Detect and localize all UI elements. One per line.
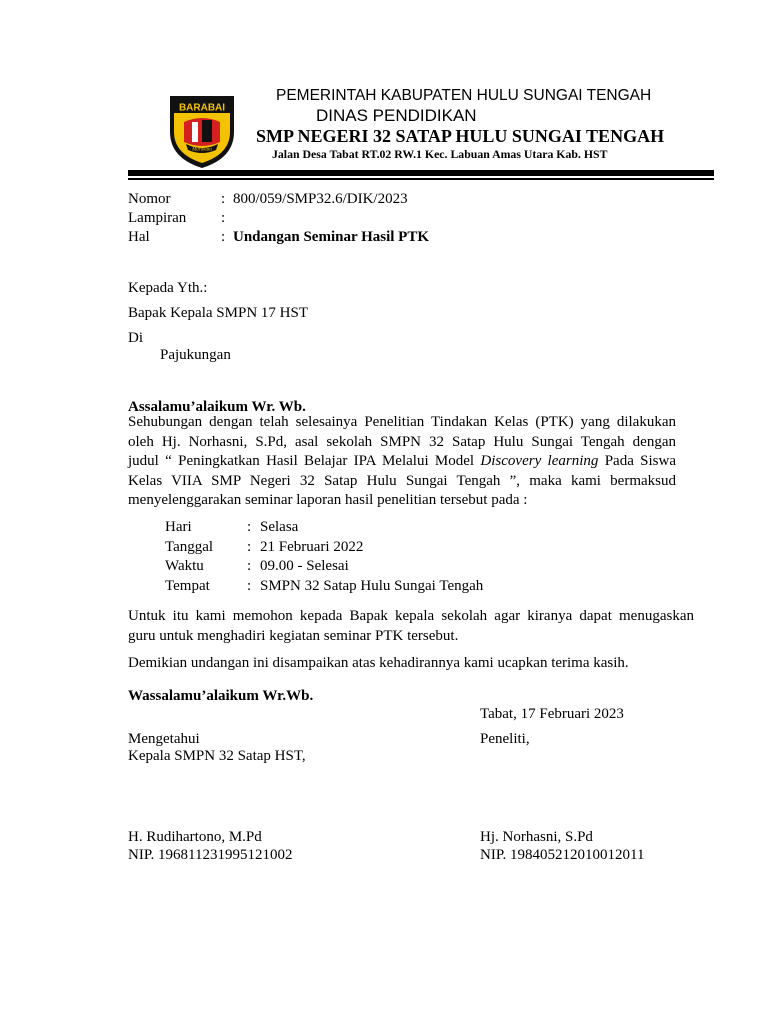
body-p2-line2: guru untuk menghadiri kegiatan seminar PTK tersebut. <box>128 627 459 644</box>
schedule-tanggal-value: 21 Februari 2022 <box>260 539 364 555</box>
schedule-tempat-label: Tempat <box>165 578 210 594</box>
schedule-waktu-label: Waktu <box>165 558 204 574</box>
schedule-hari-value: Selasa <box>260 519 299 535</box>
lampiran-colon: : <box>221 210 226 226</box>
nomor-colon: : <box>221 191 226 207</box>
right-signatory-nip: NIP. 198405212010012011 <box>480 847 645 863</box>
nomor-value: 800/059/SMP32.6/DIK/2023 <box>233 191 408 207</box>
hal-value: Undangan Seminar Hasil PTK <box>233 229 430 245</box>
schedule-hari-colon: : <box>247 519 252 535</box>
body-p1-line3 <box>128 452 676 472</box>
body-paragraph-1 <box>128 413 676 511</box>
letterhead-line4: Jalan Desa Tabat RT.02 RW.1 Kec. Labuan Amas Utara Kab. HST <box>272 147 608 161</box>
schedule-waktu-value: 09.00 - Selesai <box>260 558 349 574</box>
right-signatory-line1: Peneliti, <box>480 731 530 747</box>
body-paragraph-3: Demikian undangan ini disampaikan atas kehadirannya kami ucapkan terima kasih. <box>128 655 629 671</box>
recipient-di: Di <box>128 330 143 346</box>
nomor-label: Nomor <box>128 191 171 207</box>
letter-date: Tabat, 17 Februari 2023 <box>480 706 624 722</box>
body-p1-line3-a: judul “ Peningkatkan Hasil Belajar IPA Melalui Model <box>128 453 481 469</box>
crest-icon <box>162 92 242 172</box>
left-signatory-name: H. Rudihartono, M.Pd <box>128 829 262 845</box>
body-p1-line2: oleh Hj. Norhasni, S.Pd, asal sekolah SMPN 32 Satap Hulu Sungai Tengah dengan <box>128 433 676 450</box>
schedule-tempat-colon: : <box>247 578 252 594</box>
regency-crest-logo <box>162 92 242 172</box>
body-p1-line1: Sehubungan dengan telah selesainya Penelitian Tindakan Kelas (PTK) yang dilakukan <box>128 414 676 430</box>
recipient-greeting: Kepada Yth.: <box>128 280 208 296</box>
schedule-tanggal-label: Tanggal <box>165 539 214 555</box>
schedule-hari-label: Hari <box>165 519 192 535</box>
left-signatory-line1: Mengetahui <box>128 731 200 747</box>
recipient-name: Bapak Kepala SMPN 17 HST <box>128 305 308 321</box>
schedule-tempat-value: SMPN 32 Satap Hulu Sungai Tengah <box>260 578 484 594</box>
letterhead-rule-thin <box>128 178 714 180</box>
opening-salutation: Assalamu’alaikum Wr. Wb. <box>128 399 306 415</box>
letterhead-line3: SMP NEGERI 32 SATAP HULU SUNGAI TENGAH <box>256 126 665 146</box>
letterhead-line2: DINAS PENDIDIKAN <box>316 106 477 125</box>
schedule-tanggal-colon: : <box>247 539 252 555</box>
crest-text: BARABAI <box>178 102 226 114</box>
body-p2-line1: Untuk itu kami memohon kepada Bapak kepala sekolah agar kiranya dapat menugaskan <box>128 608 694 624</box>
body-p1-line3-b: Pada Siswa <box>598 453 676 469</box>
crest-motto: Murakata <box>192 147 212 153</box>
body-p1-line3-italic: Discovery learning <box>480 453 599 469</box>
closing-salutation: Wassalamu’alaikum Wr.Wb. <box>128 688 314 704</box>
schedule-waktu-colon: : <box>247 558 252 574</box>
left-signatory-line2: Kepala SMPN 32 Satap HST, <box>128 748 306 764</box>
lampiran-label: Lampiran <box>128 210 187 226</box>
body-p1-line5: menyelenggarakan seminar laporan hasil penelitian tersebut pada : <box>128 492 528 508</box>
hal-label: Hal <box>128 229 150 245</box>
recipient-place: Pajukungan <box>160 347 231 363</box>
letterhead-rule-thick <box>128 170 714 176</box>
left-signatory-nip: NIP. 196811231995121002 <box>128 847 293 863</box>
body-p1-line4: Kelas VIIA SMP Negeri 32 Satap Hulu Sungai Tengah ”, maka kami bermaksud <box>128 472 676 489</box>
hal-colon: : <box>221 229 226 245</box>
body-paragraph-2 <box>128 607 694 646</box>
letterhead-line1: PEMERINTAH KABUPATEN HULU SUNGAI TENGAH <box>276 87 652 104</box>
right-signatory-name: Hj. Norhasni, S.Pd <box>480 829 593 845</box>
